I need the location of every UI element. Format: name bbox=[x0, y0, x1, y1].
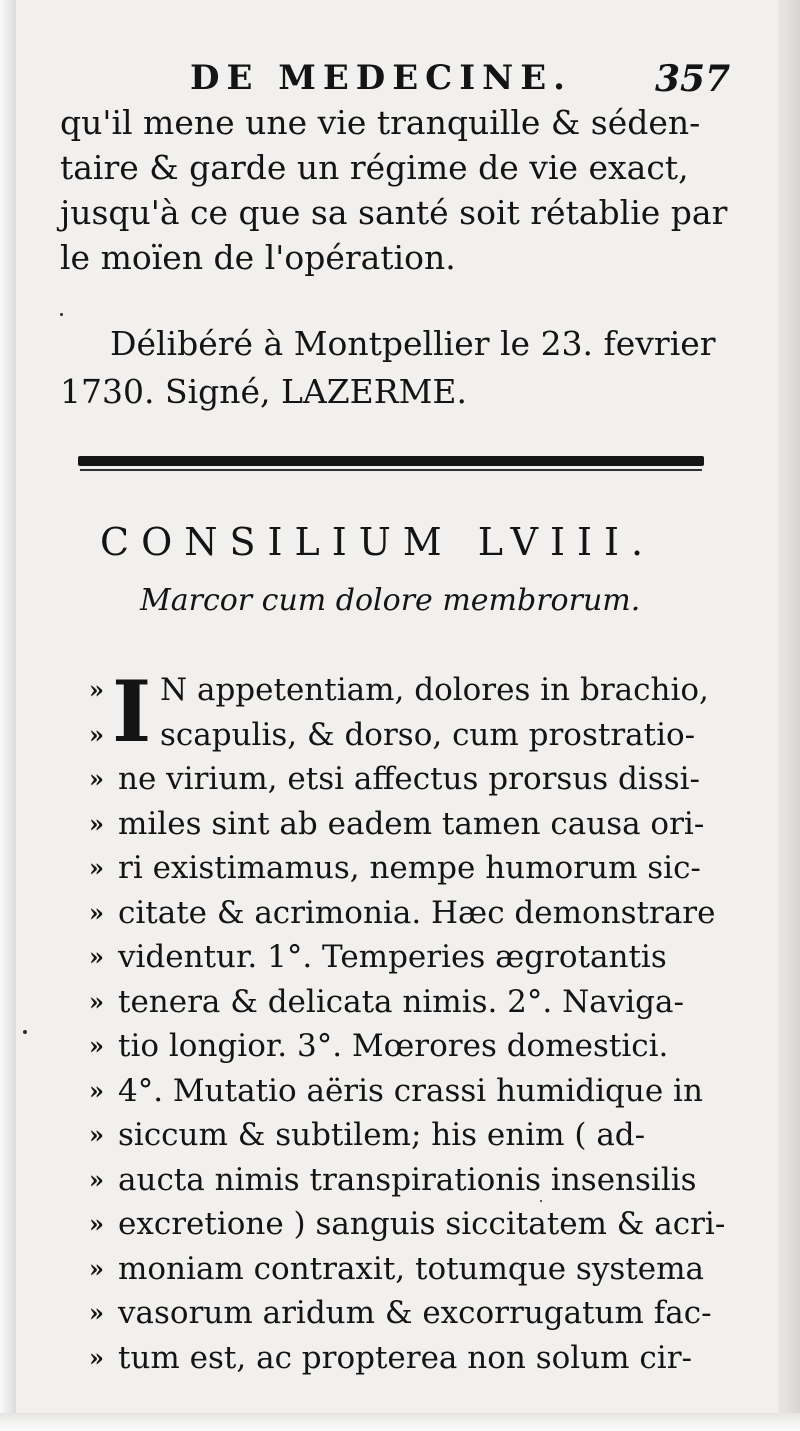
text-line: 4°. Mutatio aëris crassi humidique in bbox=[118, 1072, 703, 1109]
previous-paragraph bbox=[60, 100, 740, 280]
quote-mark: » bbox=[89, 808, 104, 838]
text-line: scapulis, & dorso, cum prostratio- bbox=[160, 716, 696, 753]
section-subtitle: Marcor cum dolore membrorum. bbox=[140, 583, 641, 618]
quotation-marks-column bbox=[70, 668, 104, 1380]
text-line: siccum & subtilem; his enim ( ad- bbox=[118, 1117, 646, 1153]
quote-mark: » bbox=[89, 897, 104, 927]
text-line: tum est, ac propterea non solum cir- bbox=[118, 1339, 692, 1376]
text-line: le moïen de l'opération. bbox=[60, 238, 456, 277]
quote-mark: » bbox=[89, 675, 104, 704]
text-line: aucta nimis transpirationis insensilis bbox=[118, 1161, 697, 1198]
quote-mark: » bbox=[89, 1298, 104, 1327]
text-line: moniam contraxit, totumque systema bbox=[118, 1250, 704, 1287]
text-line: ne virium, etsi affectus prorsus dissi- bbox=[118, 761, 701, 797]
section-rule-thin bbox=[80, 469, 702, 471]
quote-mark: » bbox=[89, 986, 104, 1016]
text-line: excretione ) sanguis siccitatem & acri- bbox=[118, 1206, 726, 1242]
text-line: qu'il mene une vie tranquille & séden- bbox=[60, 103, 701, 142]
section-rule bbox=[78, 456, 704, 466]
running-head-title: DE MEDECINE. bbox=[190, 58, 572, 98]
text-line: N appetentiam, dolores in brachio, bbox=[160, 672, 709, 708]
quote-mark: » bbox=[89, 1253, 104, 1283]
text-line: videntur. 1°. Temperies ægrotantis bbox=[118, 939, 667, 975]
section-heading: CONSILIUM LVIII. bbox=[100, 520, 656, 564]
consilium-body bbox=[118, 668, 742, 1380]
quote-mark: » bbox=[89, 1209, 104, 1238]
quote-mark: » bbox=[89, 719, 104, 749]
text-line: jusqu'à ce que sa santé soit rétablie par bbox=[60, 193, 728, 232]
text-line: tio longior. 3°. Mœrores domestici. bbox=[118, 1028, 669, 1064]
page-right-edge bbox=[778, 0, 800, 1431]
quote-mark: » bbox=[89, 1120, 104, 1149]
quote-mark: » bbox=[89, 1031, 104, 1060]
quote-mark: » bbox=[89, 1075, 104, 1105]
text-line: tenera & delicata nimis. 2°. Naviga- bbox=[118, 983, 684, 1020]
quote-mark: » bbox=[89, 853, 104, 882]
ink-speck bbox=[60, 313, 63, 316]
ink-speck bbox=[23, 1030, 27, 1034]
ink-speck bbox=[540, 1200, 542, 1202]
signoff-date-line: Délibéré à Montpellier le 23. fevrier bbox=[110, 324, 716, 363]
quote-mark: » bbox=[89, 942, 104, 971]
page-left-edge bbox=[0, 0, 16, 1431]
text-line: citate & acrimonia. Hæc demonstrare bbox=[118, 894, 716, 931]
signoff-signature-line: 1730. Signé, LAZERME. bbox=[60, 372, 467, 411]
quote-mark: » bbox=[89, 1164, 104, 1194]
quote-mark: » bbox=[89, 764, 104, 793]
quote-mark: » bbox=[89, 1342, 104, 1372]
text-line: ri existimamus, nempe humorum sic- bbox=[118, 850, 701, 886]
signoff-block bbox=[60, 320, 740, 416]
text-line: vasorum aridum & excorrugatum fac- bbox=[118, 1295, 712, 1331]
text-line: taire & garde un régime de vie exact, bbox=[60, 148, 689, 187]
text-line: miles sint ab eadem tamen causa ori- bbox=[118, 805, 705, 842]
page-bottom-edge bbox=[0, 1413, 800, 1431]
drop-cap: I bbox=[112, 662, 152, 761]
page-number: 357 bbox=[655, 58, 731, 100]
